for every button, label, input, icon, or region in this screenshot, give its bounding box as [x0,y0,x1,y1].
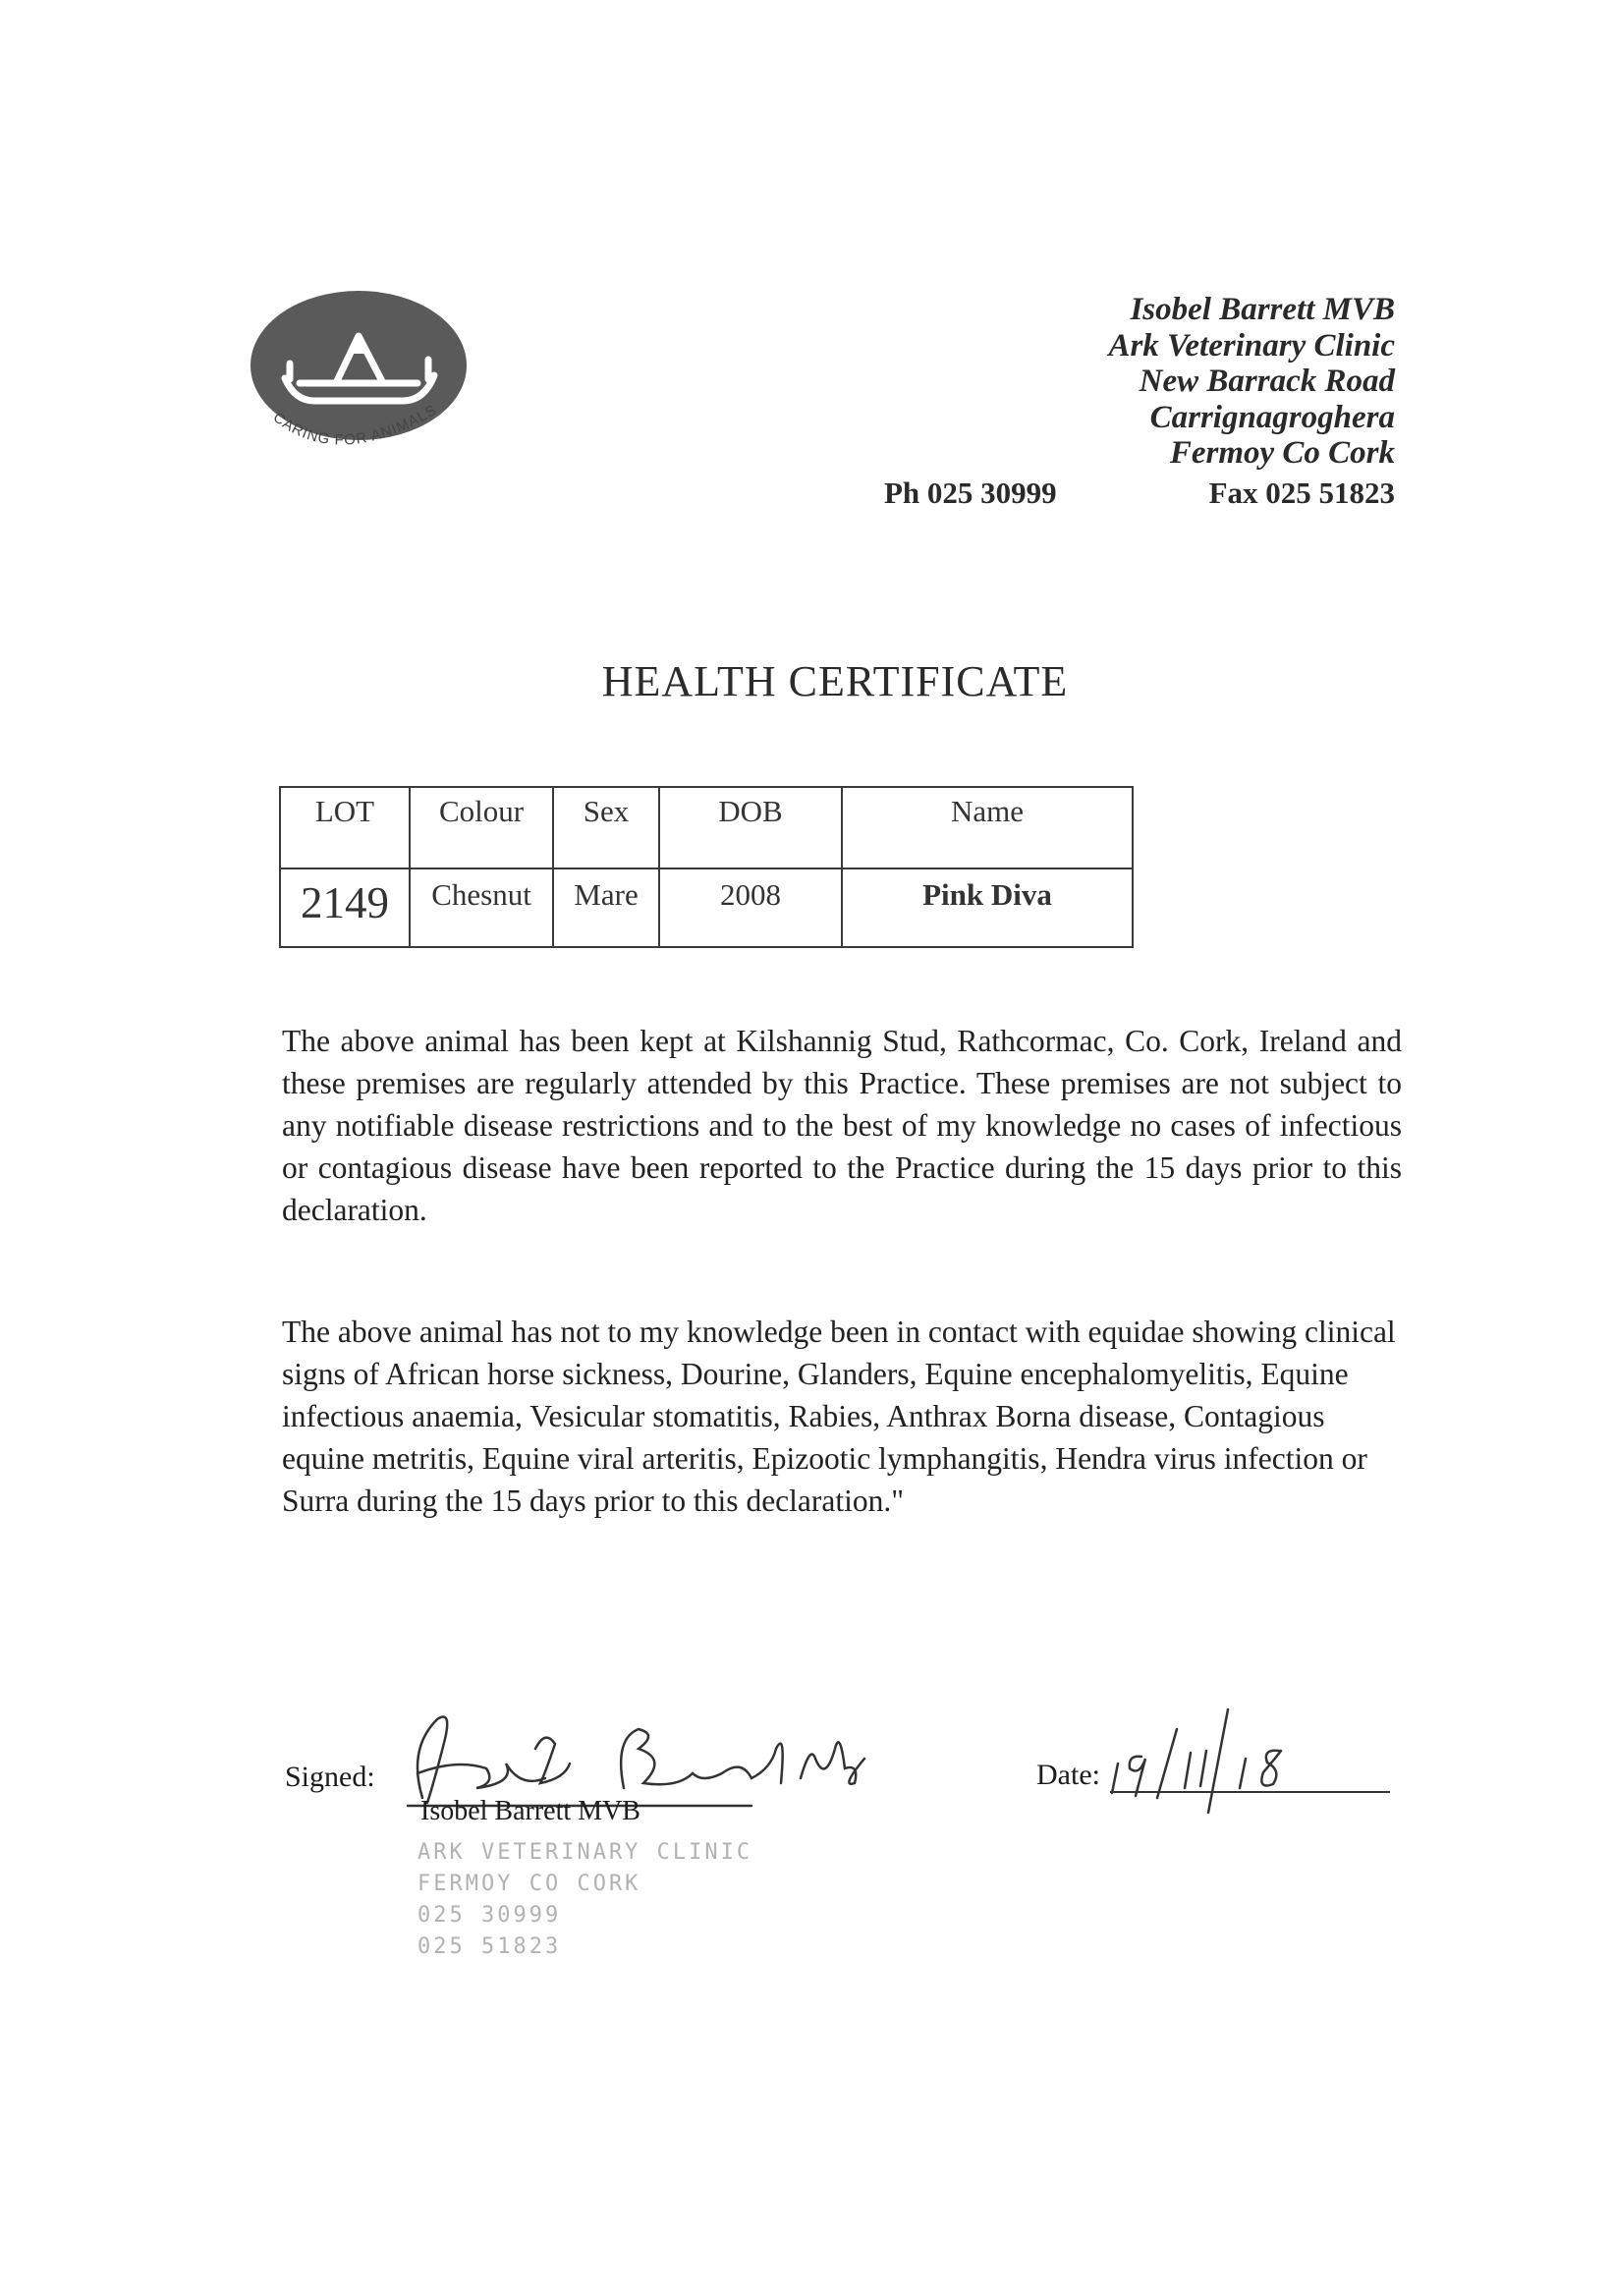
date-label: Date: [1036,1759,1100,1791]
clinic-logo [246,285,472,481]
logo-tagline: CARING FOR ANIMALS [269,401,440,449]
cell-sex: Mare [553,868,659,947]
declaration-paragraph-diseases: The above animal has not to my knowledge been in contact with equidae showing clinical signs of African horse sickness, Dourine, Glanders, Equine encephalomyelitis, Equine infectious anaemia, Vesicular stomatitis, Rabies, Anthrax Borna disease, Contagious equine metritis, Equine viral arteritis, Epizootic lymphangitis, Hendra virus infection or Surra during the 15 days prior to this declaration." [282,1315,1396,1518]
header-dob: DOB [659,787,842,868]
stamp-line-1: ARK VETERINARY CLINIC [417,1840,753,1865]
address-town: Carrignagroghera [1149,399,1395,435]
table-header-row [280,787,1133,868]
letterhead [1108,292,1395,472]
signer-printed-name: Isobel Barrett MVB [420,1796,640,1826]
address-street: New Barrack Road [1139,364,1395,399]
signed-label: Signed: [285,1761,375,1793]
header-sex: Sex [553,787,659,868]
cell-lot: 2149 [280,868,410,947]
clinic-stamp [417,1837,752,1963]
table-row [280,868,1133,947]
stamp-line-3: 025 30999 [417,1903,562,1928]
handwritten-date [1100,1690,1326,1827]
header-colour: Colour [410,787,553,868]
document-title: HEALTH CERTIFICATE [601,657,1069,705]
cell-name: Pink Diva [842,868,1133,947]
header-lot: LOT [280,787,410,868]
stamp-line-4: 025 51823 [417,1934,562,1959]
header-name: Name [842,787,1133,868]
cell-dob: 2008 [659,868,842,947]
cell-colour: Chesnut [410,868,553,947]
phone-number: Ph 025 30999 [884,476,1057,510]
address-county: Fermoy Co Cork [1169,435,1395,471]
clinic-name: Ark Veterinary Clinic [1108,327,1395,364]
vet-name: Isobel Barrett MVB [1130,292,1395,327]
fax-number: Fax 025 51823 [1208,476,1395,510]
stamp-line-2: FERMOY CO CORK [417,1872,641,1896]
animal-details-table [279,786,1134,948]
declaration-paragraph-premises: The above animal has been kept at Kilshannig Stud, Rathcormac, Co. Cork, Ireland and these premises are regularly attended by this Practice. These premises are not subject to any notifiable disease restrictions and to the best of my knowledge no cases of infectious or contagious disease have been reported to the Practice during the 15 days prior to this declaration. [282,1024,1402,1227]
